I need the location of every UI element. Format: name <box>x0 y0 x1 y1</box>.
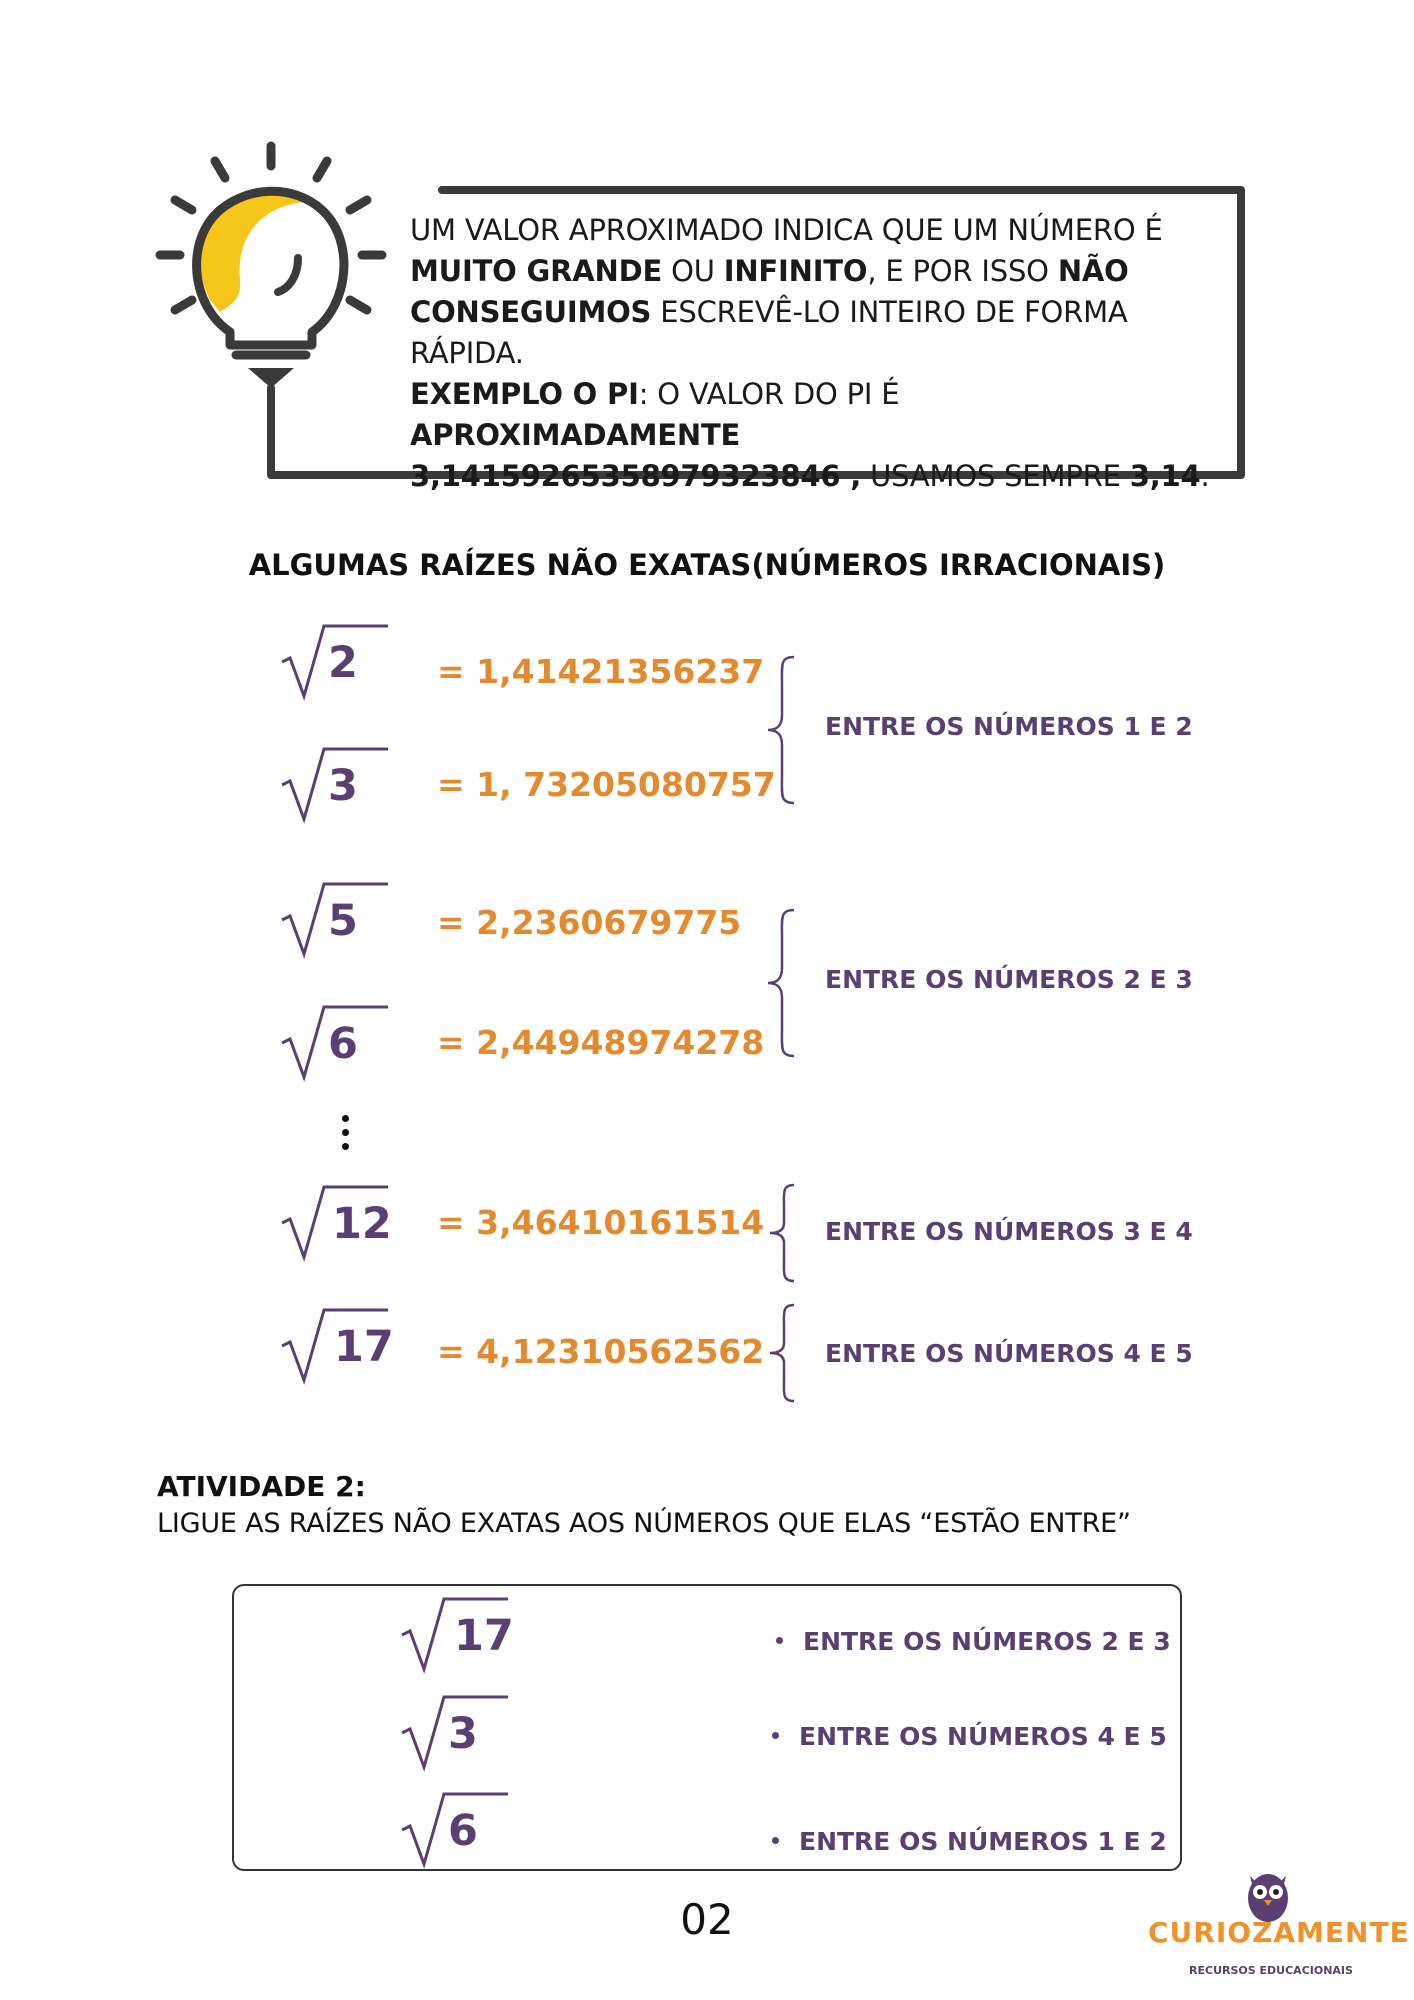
bullet-icon <box>772 1732 779 1739</box>
activity-title: ATIVIDADE 2: <box>157 1470 366 1503</box>
bullet-icon <box>772 1837 779 1844</box>
root-value: = 3,46410161514 <box>437 1203 765 1242</box>
root-17 <box>280 1306 400 1386</box>
radicand: 12 <box>332 1199 392 1249</box>
root-2 <box>280 622 400 702</box>
radicand: 3 <box>448 1709 478 1759</box>
root-12 <box>280 1183 400 1263</box>
brace-icon <box>760 908 800 1058</box>
logo-wordmark: CURIOZAMENTE <box>1148 1916 1410 1949</box>
activity-root-6[interactable] <box>400 1790 520 1870</box>
activity-option[interactable]: ENTRE OS NÚMEROS 1 E 2 <box>772 1827 1167 1856</box>
ellipsis-icon <box>342 1115 350 1157</box>
brace-icon <box>760 655 800 805</box>
radicand: 2 <box>328 638 358 688</box>
activity-description: LIGUE AS RAÍZES NÃO EXATAS AOS NÚMEROS QUE ELAS “ESTÃO ENTRE” <box>157 1508 1131 1539</box>
bullet-icon <box>776 1637 783 1644</box>
brand-logo <box>1148 1868 1410 1988</box>
radicand: 3 <box>328 761 358 811</box>
brace-icon <box>760 1303 800 1403</box>
logo-tagline: RECURSOS EDUCACIONAIS <box>1189 1964 1353 1977</box>
root-value: = 4,12310562562 <box>437 1332 765 1371</box>
range-label: ENTRE OS NÚMEROS 2 E 3 <box>825 965 1193 994</box>
root-value: = 2,2360679775 <box>437 903 742 942</box>
radicand: 6 <box>448 1806 478 1856</box>
radicand: 17 <box>334 1322 394 1372</box>
info-text: UM VALOR APROXIMADO INDICA QUE UM NÚMERO É MUITO GRANDE OU INFINITO, E POR ISSO NÃO CONSEGUIMOS ESCREVÊ-LO INTEIRO DE FORMA RÁPIDA. EXEMPLO O PI: O VALOR DO PI É APROXIMADAMENTE 3,14159265358979323846 , USAMOS SEMPRE 3,14. <box>410 213 1210 493</box>
range-label: ENTRE OS NÚMEROS 4 E 5 <box>825 1339 1193 1368</box>
activity-root-17[interactable] <box>400 1595 520 1675</box>
root-3 <box>280 745 400 825</box>
root-value: = 1, 73205080757 <box>437 765 776 804</box>
page-number: 02 <box>680 1895 734 1944</box>
brace-icon <box>760 1183 800 1283</box>
radicand: 6 <box>328 1019 358 1069</box>
root-5 <box>280 880 400 960</box>
root-value: = 1,41421356237 <box>437 652 765 691</box>
root-6 <box>280 1003 400 1083</box>
activity-option[interactable]: ENTRE OS NÚMEROS 4 E 5 <box>772 1722 1167 1751</box>
activity-root-3[interactable] <box>400 1693 520 1773</box>
root-value: = 2,44948974278 <box>437 1023 765 1062</box>
range-label: ENTRE OS NÚMEROS 1 E 2 <box>825 712 1193 741</box>
radicand: 5 <box>328 896 358 946</box>
radicand: 17 <box>454 1611 514 1661</box>
section-heading: ALGUMAS RAÍZES NÃO EXATAS(NÚMEROS IRRACIONAIS) <box>248 548 1166 582</box>
activity-option[interactable]: ENTRE OS NÚMEROS 2 E 3 <box>776 1627 1171 1656</box>
range-label: ENTRE OS NÚMEROS 3 E 4 <box>825 1217 1193 1246</box>
